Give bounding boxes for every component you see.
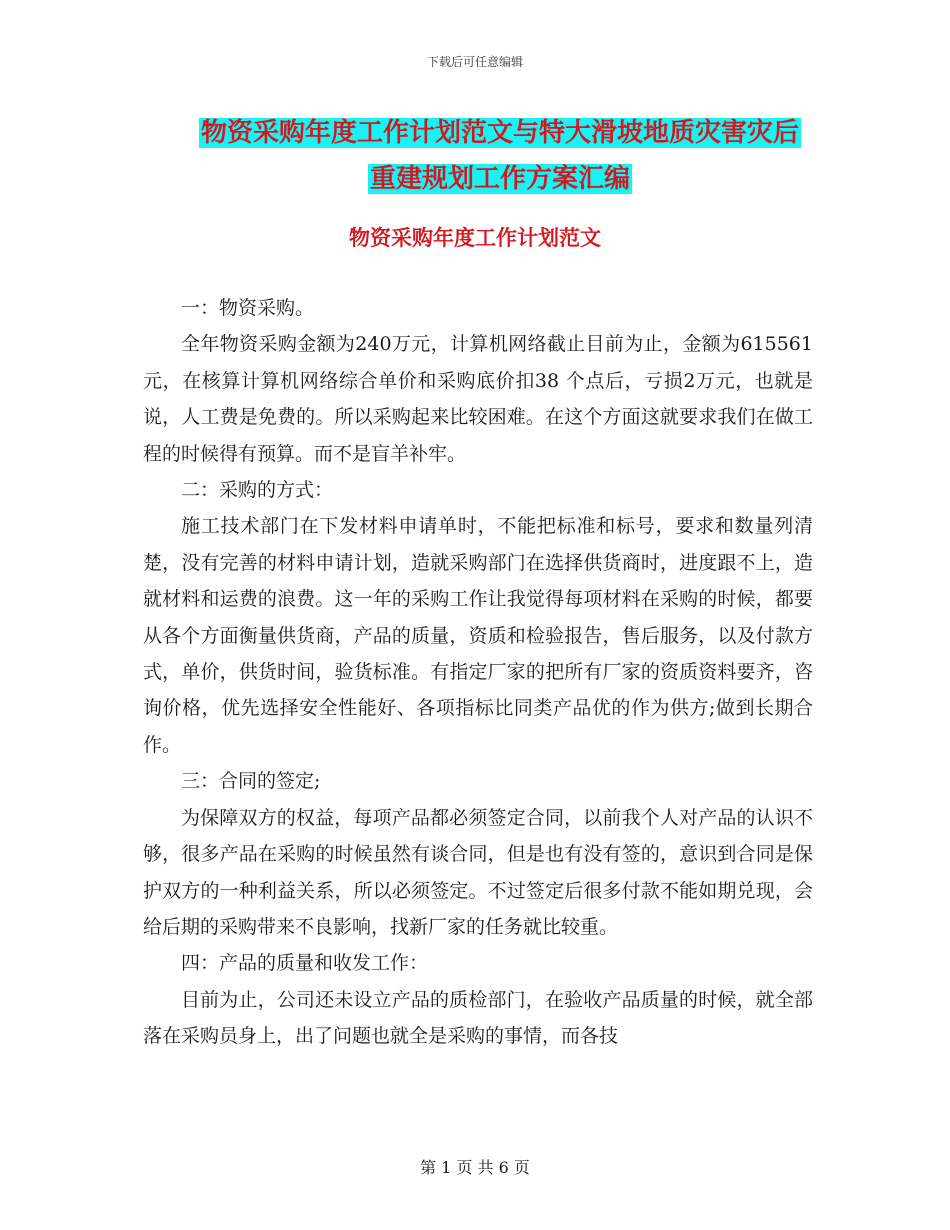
heading-2-procurement-method: 二：采购的方式： [181,479,334,502]
heading-3-contract-signing: 三：合同的签定; [181,770,321,793]
document-body [143,290,813,1055]
paragraph-quality-and-receiving: 目前为止，公司还未设立产品的质检部门，在验收产品质量的时候，就全部落在采购员身上，出了问题也就全是采购的事情，而各技 [143,988,813,1048]
heading-4-quality-and-receiving: 四：产品的质量和收发工作： [181,952,429,975]
paragraph-procurement-method: 施工技术部门在下发材料申请单时，不能把标准和标号，要求和数量列清楚，没有完善的材料申请计划，造就采购部门在选择供货商时，进度跟不上，造就材料和运费的浪费。这一年的采购工作让我觉得每项材料在采购的时候，都要从各个方面衡量供货商，产品的质量，资质和检验报告，售后服务，以及付款方式，单价，供货时间，验货标准。有指定厂家的把所有厂家的资质资料要齐，咨询价格，优先选择安全性能好、各项指标比同类产品优的作为供方;做到长期合作。 [143,515,813,756]
document-title [150,110,850,202]
paragraph-contract-signing: 为保障双方的权益，每项产品都必须签定合同，以前我个人对产品的认识不够，很多产品在采购的时候虽然有谈合同，但是也有没有签的，意识到合同是保护双方的一种利益关系，所以必须签定。不过签定后很多付款不能如期兑现，会给后期的采购带来不良影响，找新厂家的任务就比较重。 [143,806,813,938]
document-title-line-2: 重建规划工作方案汇编 [369,164,630,194]
paragraph-procurement-amount: 全年物资采购金额为240万元，计算机网络截止目前为止，金额为615561元，在核算计算机网络综合单价和采购底价扣38 个点后，亏损2万元，也就是说，人工费是免费的。所以采购起来比较困难。在这个方面这就要求我们在做工程的时候得有预算。而不是盲羊补牢。 [143,333,813,465]
document-title-line-1: 物资采购年度工作计划范文与特大滑坡地质灾害灾后 [200,118,799,148]
header-note: 下载后可任意编辑 [426,55,523,69]
section-title: 物资采购年度工作计划范文 [349,226,601,250]
page-footer: 第 1 页 共 6 页 [420,1158,530,1177]
heading-1-procurement: 一：物资采购。 [181,297,315,319]
